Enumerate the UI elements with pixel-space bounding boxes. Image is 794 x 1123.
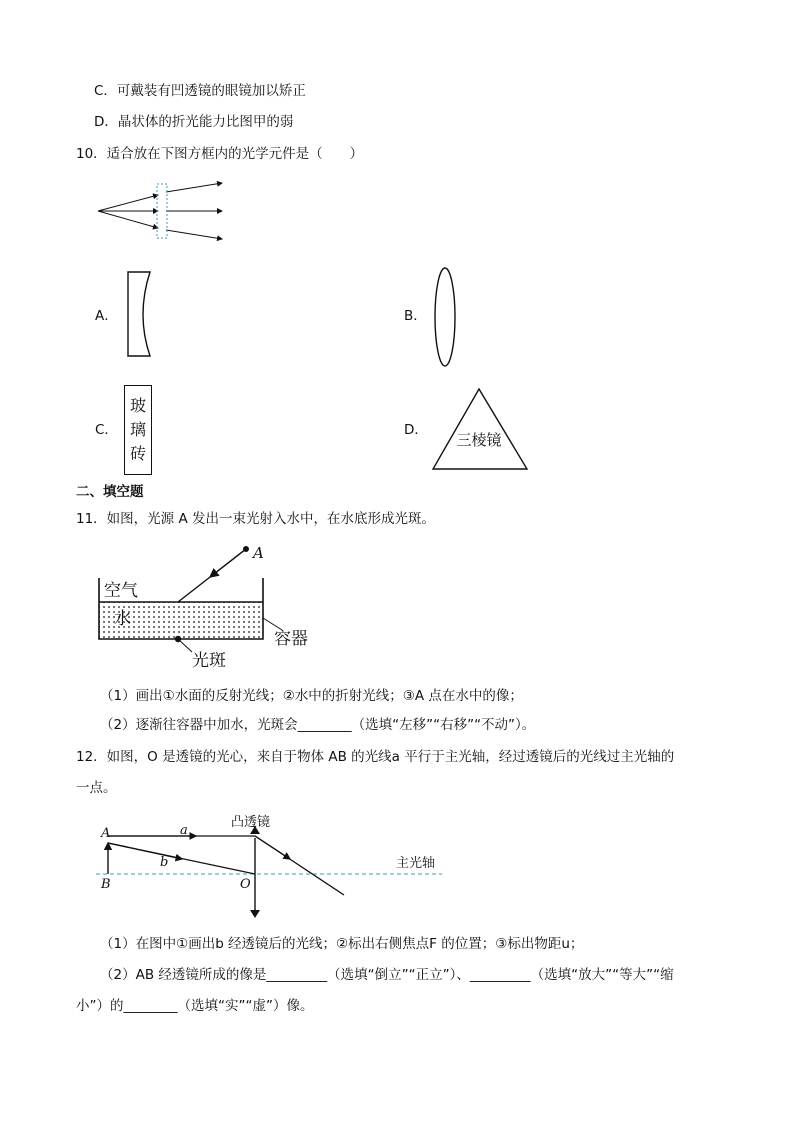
label-ray-a: a <box>180 823 188 838</box>
section-title: 二、填空题 <box>76 484 144 500</box>
glass-brick-char-1: 玻 <box>129 396 146 415</box>
lens-bottom-arrow <box>250 910 260 918</box>
q12-sub2-line2: 小”）的________（选填“实”“虚”）像。 <box>76 998 314 1014</box>
blank-box <box>157 184 167 238</box>
label-ray-b: b <box>160 855 169 870</box>
spot-leader <box>178 639 192 652</box>
ray-lower-out <box>166 230 222 239</box>
label-b: B <box>101 877 111 892</box>
q10-option-b-label: B． <box>404 308 427 324</box>
axis-label: 主光轴 <box>396 856 436 871</box>
glass-brick <box>124 385 152 475</box>
ray-b-arrow <box>108 843 182 859</box>
q11-sub1: （1）画出①水面的反射光线；②水中的折射光线；③A 点在水中的像； <box>100 688 523 704</box>
label-o: O <box>240 877 251 892</box>
q12-stem-line1: 12．如图，O 是透镜的光心，来自于物体 AB 的光线a 平行于主光轴，经过透镜后的光线过主光轴的 <box>76 749 675 765</box>
q9-option-c: C．可戴装有凹透镜的眼镜加以矫正 <box>94 83 306 99</box>
q10-option-d-label: D． <box>404 422 428 438</box>
glass-brick-char-2: 璃 <box>129 420 146 439</box>
point-a-label: A <box>253 544 264 562</box>
air-label: 空气 <box>104 581 138 601</box>
prism-label: 三棱镜 <box>456 431 502 449</box>
ray-upper-out <box>166 183 222 192</box>
ray-a-refracted-arrow <box>255 836 290 859</box>
q10-stem: 10．适合放在下图方框内的光学元件是（ ） <box>76 146 364 162</box>
q12-sub2-line1: （2）AB 经透镜所成的像是_________（选填“倒立”“正立”）、_________（选填“放大”“等大”“缩 <box>100 967 674 983</box>
glass-brick-char-3: 砖 <box>129 444 146 463</box>
q11-sub2: （2）逐渐往容器中加水，光斑会________（选填“左移”“右移”“不动”）。 <box>100 717 536 733</box>
container-label: 容器 <box>274 629 308 649</box>
water-label: 水 <box>114 609 131 629</box>
q11-stem: 11．如图，光源 A 发出一束光射入水中，在水底形成光斑。 <box>76 511 435 527</box>
q10-ray-diagram <box>94 178 234 248</box>
q10-option-a-label: A． <box>95 308 118 324</box>
label-a: A <box>101 826 111 841</box>
concave-lens-icon <box>122 270 162 360</box>
convex-lens-icon <box>431 265 461 371</box>
incident-ray-arrow <box>210 549 246 577</box>
q12-sub1: （1）在图中①画出b 经透镜后的光线；②标出右侧焦点F 的位置；③标出物距u； <box>100 936 584 952</box>
ray-upper <box>98 195 158 211</box>
q11-figure <box>92 540 332 675</box>
prism-icon <box>431 387 531 473</box>
q10-option-c-label: C． <box>95 422 118 438</box>
q12-stem-line2: 一点。 <box>76 780 117 796</box>
lens-label: 凸透镜 <box>231 815 271 830</box>
q12-figure <box>96 810 456 920</box>
q9-option-d: D．晶状体的折光能力比图甲的弱 <box>94 114 294 130</box>
ray-lower <box>98 211 158 228</box>
spot-label: 光斑 <box>192 651 226 671</box>
